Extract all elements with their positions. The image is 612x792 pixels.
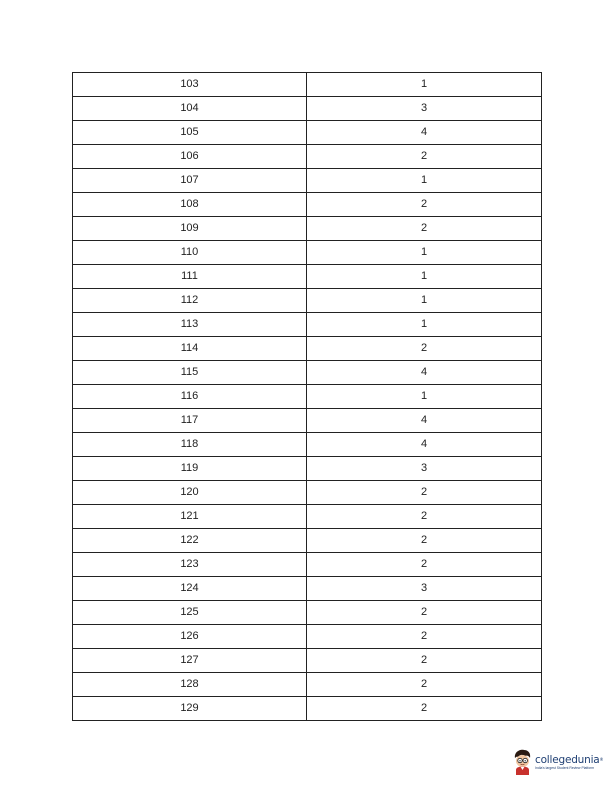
answer-option-cell: 2: [307, 697, 542, 721]
question-number-cell: 104: [73, 97, 307, 121]
brand-tagline: India's largest Student Review Platform: [535, 765, 595, 770]
table-row: [73, 265, 542, 289]
table-row: [73, 601, 542, 625]
question-number-cell: 107: [73, 169, 307, 193]
table-row: [73, 625, 542, 649]
question-number-cell: 115: [73, 361, 307, 385]
question-number-cell: 120: [73, 481, 307, 505]
table-row: [73, 433, 542, 457]
answer-option-cell: 2: [307, 505, 542, 529]
table-row: [73, 145, 542, 169]
question-number-cell: 106: [73, 145, 307, 169]
table-row: [73, 121, 542, 145]
question-number-cell: 105: [73, 121, 307, 145]
answer-option-cell: 2: [307, 649, 542, 673]
question-number-cell: 118: [73, 433, 307, 457]
question-number-cell: 112: [73, 289, 307, 313]
table-row: [73, 217, 542, 241]
table-row: [73, 73, 542, 97]
table-row: [73, 313, 542, 337]
answer-option-cell: 3: [307, 97, 542, 121]
table-row: [73, 481, 542, 505]
answer-option-cell: 4: [307, 409, 542, 433]
table-row: [73, 577, 542, 601]
question-number-cell: 116: [73, 385, 307, 409]
question-number-cell: 103: [73, 73, 307, 97]
answer-option-cell: 2: [307, 337, 542, 361]
table-row: [73, 289, 542, 313]
answer-option-cell: 1: [307, 241, 542, 265]
table-row: [73, 673, 542, 697]
answer-option-cell: 2: [307, 601, 542, 625]
table-row: [73, 697, 542, 721]
table-row: [73, 505, 542, 529]
table-row: [73, 337, 542, 361]
question-number-cell: 111: [73, 265, 307, 289]
question-number-cell: 121: [73, 505, 307, 529]
table-row: [73, 529, 542, 553]
question-number-cell: 124: [73, 577, 307, 601]
answer-option-cell: 1: [307, 73, 542, 97]
question-number-cell: 109: [73, 217, 307, 241]
table-row: [73, 649, 542, 673]
question-number-cell: 127: [73, 649, 307, 673]
answer-option-cell: 4: [307, 361, 542, 385]
table-row: [73, 553, 542, 577]
answer-option-cell: 2: [307, 553, 542, 577]
student-mascot-icon: [512, 749, 532, 775]
collegedunia-logo: [512, 748, 608, 776]
answer-option-cell: 2: [307, 217, 542, 241]
answer-option-cell: 3: [307, 577, 542, 601]
answer-option-cell: 1: [307, 289, 542, 313]
question-number-cell: 125: [73, 601, 307, 625]
answer-option-cell: 2: [307, 625, 542, 649]
table-row: [73, 457, 542, 481]
answer-option-cell: 2: [307, 529, 542, 553]
answer-key-table: [72, 72, 542, 721]
question-number-cell: 113: [73, 313, 307, 337]
table-row: [73, 97, 542, 121]
answer-option-cell: 1: [307, 265, 542, 289]
question-number-cell: 126: [73, 625, 307, 649]
table-row: [73, 241, 542, 265]
question-number-cell: 108: [73, 193, 307, 217]
answer-option-cell: 2: [307, 145, 542, 169]
brand-name: collegedunia®: [535, 753, 604, 766]
brand-text: [535, 754, 603, 771]
question-number-cell: 123: [73, 553, 307, 577]
table-row: [73, 361, 542, 385]
answer-key-body: [73, 73, 542, 721]
answer-option-cell: 4: [307, 121, 542, 145]
answer-option-cell: 2: [307, 193, 542, 217]
question-number-cell: 122: [73, 529, 307, 553]
question-number-cell: 110: [73, 241, 307, 265]
question-number-cell: 117: [73, 409, 307, 433]
answer-option-cell: 2: [307, 481, 542, 505]
question-number-cell: 119: [73, 457, 307, 481]
answer-option-cell: 1: [307, 385, 542, 409]
answer-option-cell: 1: [307, 169, 542, 193]
answer-option-cell: 1: [307, 313, 542, 337]
table-row: [73, 169, 542, 193]
question-number-cell: 114: [73, 337, 307, 361]
table-row: [73, 193, 542, 217]
answer-option-cell: 4: [307, 433, 542, 457]
table-row: [73, 409, 542, 433]
answer-option-cell: 2: [307, 673, 542, 697]
question-number-cell: 129: [73, 697, 307, 721]
table-row: [73, 385, 542, 409]
question-number-cell: 128: [73, 673, 307, 697]
answer-option-cell: 3: [307, 457, 542, 481]
